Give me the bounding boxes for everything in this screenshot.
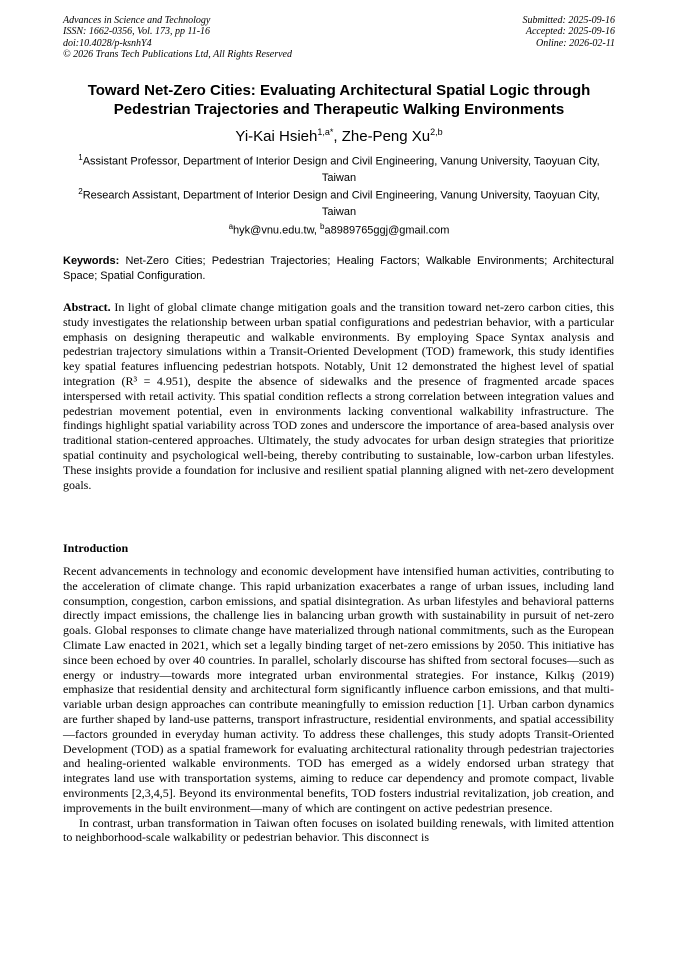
doi-line[interactable]: doi:10.4028/p-ksnhY4 — [63, 37, 152, 49]
introduction-heading: Introduction — [63, 541, 129, 555]
introduction-paragraph-1: Recent advancements in technology and economic development have intensified human activities, contributing to the acceleration of climate change. This rapid urbanization exacerbates a range of urban issues, including land consumption, congestion, carbon emissions, and spatial disintegration. As urban lifestyles and behavioral patterns directly impact emissions, the challenge lies in balancing urban growth with sustainability in pursuit of net-zero goals. Global responses to climate change have materialized through national commitments, such as the European Climate Law enacted in 2021, which set a legally binding target of net-zero emissions by 2050. This initiative has since been echoed by over 40 countries. In parallel, scholarly discourse has shifted from sectoral focuses—such as energy or industry—towards more integrated urban environmental strategies. For instance, Kılkış (2019) emphasize that residential density and architectural form significantly influence carbon emissions, and that multi-variable urban design approaches can contribute meaningfully to emission reduction [1]. Urban carbon dynamics are further shaped by land-use patterns, transport infrastructure, residential environments, and spatial accessibility—factors grounded in everyday human activity. To address these challenges, this study adopts Transit-Oriented Development (TOD) as a spatial framework for evaluating architectural rationality through pedestrian trajectories and healing-oriented walkable environments. TOD has emerged as a widely endorsed urban strategy that integrates land use with transportation systems, aiming to reduce car dependency and promote compact, livable environments [2,3,4,5]. Beyond its environmental benefits, TOD fosters industrial revitalization, job creation, and improvements in the built environment—many of which are contingent on active pedestrian presence. — [63, 564, 614, 815]
email-a[interactable]: hyk@vnu.edu.tw, — [233, 224, 321, 237]
keywords-label: Keywords: — [63, 255, 120, 267]
accepted-date: Accepted: 2025-09-16 — [525, 26, 615, 38]
author-1: Yi-Kai Hsieh — [235, 128, 318, 145]
author-1-affil: 1,a* — [317, 127, 334, 137]
affiliation-1-mark: 1 — [78, 153, 83, 162]
author-emails — [70, 219, 608, 239]
keywords — [63, 254, 614, 284]
author-2: Zhe-Peng Xu — [341, 128, 431, 145]
dates-header — [523, 15, 616, 49]
abstract — [63, 300, 614, 492]
abstract-text: In light of global climate change mitigation goals and the transition toward net-zero carbon cities, this study investigates the relationship between urban spatial configurations and pedestrian behavior, with a particular emphasis on designing therapeutic and walkable environments. By employing Space Syntax analysis and pedestrian trajectory simulations within a Transit-Oriented Development (TOD) framework, this study identifies key spatial features influencing pedestrian hotspots. Notably, Unit 12 demonstrated the highest level of spatial integration (R³ = 4.951), despite the absence of sidewalks and the presence of fragmented arcade spaces interspersed with retail activity. This spatial condition reflects a strong correlation between integration values and pedestrian movement potential, even in environments lacking conventional walkability infrastructure. The findings highlight spatial variability across TOD zones and underscore the importance of area-based analysis over traditional station-centered approaches. Ultimately, the study advocates for urban design strategies that prioritize spatial continuity and psychological well-being, thereby contributing to sustainable, low-carbon urban lifestyles. These insights provide a foundation for inclusive and resilient spatial planning aligned with net-zero development goals. — [63, 300, 614, 492]
keywords-text: Net-Zero Cities; Pedestrian Trajectories; Healing Factors; Walkable Environments; Architectural Space; Spatial Configuration. — [63, 255, 615, 282]
author-list — [50, 123, 628, 146]
journal-name: Advances in Science and Technology — [63, 15, 211, 26]
submitted-date: Submitted: 2025-09-16 — [522, 15, 615, 26]
introduction-paragraph-2: In contrast, urban transformation in Taiwan often focuses on isolated building renewals, with limited attention to neighborhood-scale walkability or pedestrian behavior. This disconnect is — [63, 815, 614, 845]
online-date: Online: 2026-02-11 — [536, 37, 615, 49]
affiliation-1 — [70, 150, 608, 186]
paper-title — [50, 81, 628, 119]
journal-header — [63, 15, 292, 61]
email-b[interactable]: a8989765ggj@gmail.com — [324, 224, 450, 237]
email-a-mark: a — [228, 222, 234, 231]
author-2-affil: 2,b — [430, 127, 443, 137]
affiliation-2-text: Research Assistant, Department of Interior Design and Civil Engineering, Vanung University, Taoyuan City, Taiwan — [82, 189, 600, 218]
author-separator: , — [333, 128, 342, 145]
copyright-line: © 2026 Trans Tech Publications Ltd, All Rights Reserved — [63, 49, 292, 61]
issn-line: ISSN: 1662-0356, Vol. 173, pp 11-16 — [63, 26, 211, 38]
affiliation-2 — [70, 184, 608, 220]
email-b-mark: b — [320, 222, 325, 231]
affiliation-1-text: Assistant Professor, Department of Interior Design and Civil Engineering, Vanung University, Taoyuan City, Taiwan — [82, 155, 600, 184]
affiliation-2-mark: 2 — [78, 187, 83, 196]
abstract-label: Abstract. — [63, 300, 111, 314]
title-line-1: Toward Net-Zero Cities: Evaluating Architectural Spatial Logic through — [87, 82, 591, 99]
title-line-2: Pedestrian Trajectories and Therapeutic Walking Environments — [113, 101, 565, 118]
introduction-body — [63, 564, 614, 845]
